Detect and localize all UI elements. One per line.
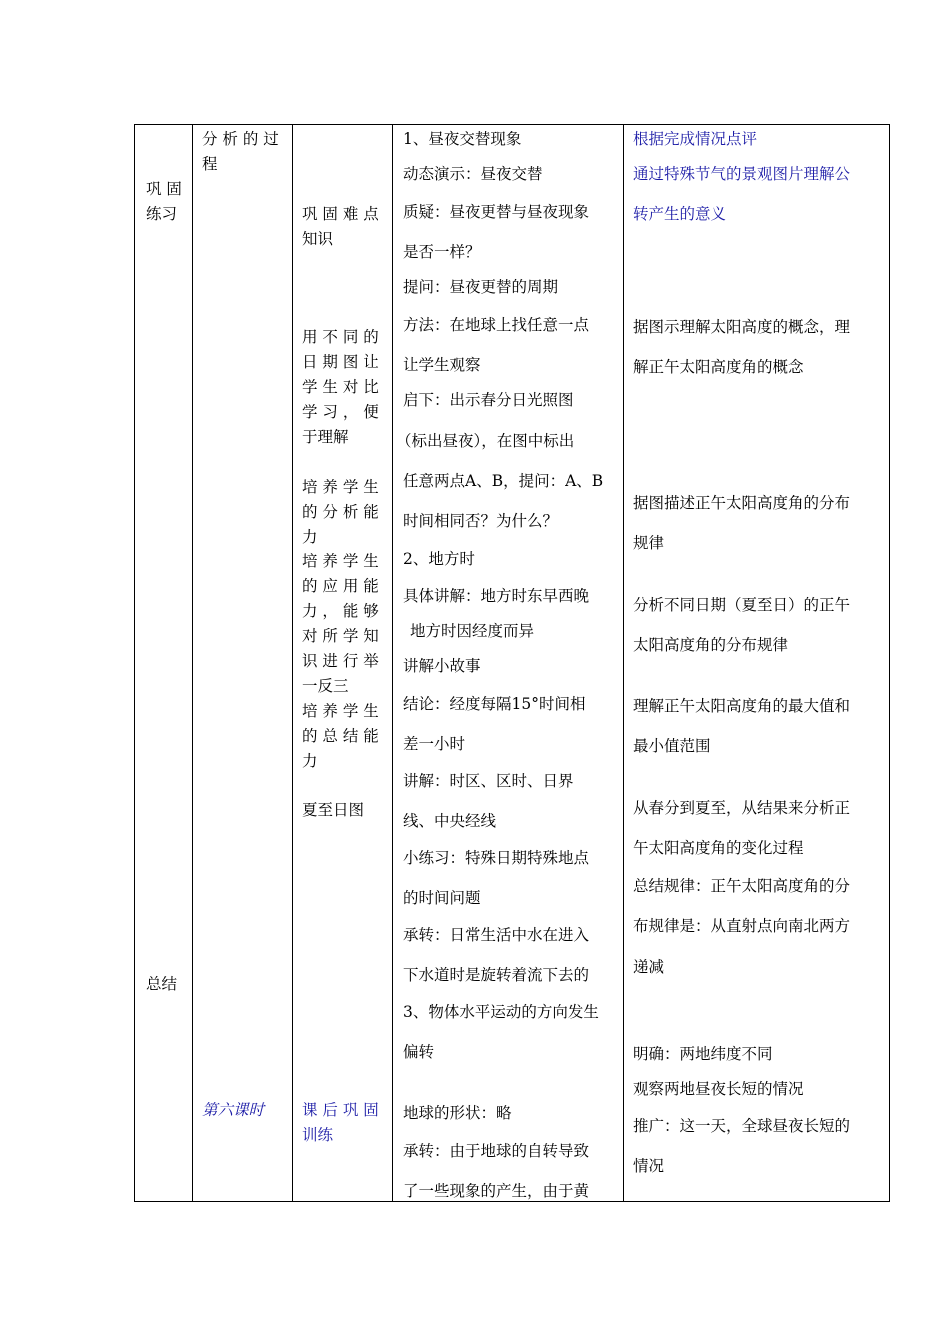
analysis-process: 分 析 的 过	[202, 130, 279, 148]
purpose-text: 培 养 学 生	[302, 552, 379, 570]
purpose-text: 力	[302, 752, 318, 770]
teacher-activity-line: 具体讲解：地方时东早西晚	[403, 587, 590, 605]
student-activity-line: 递减	[633, 958, 665, 976]
teacher-activity-line: 是否一样？	[403, 243, 481, 261]
lesson-six-label: 第六课时	[202, 1101, 265, 1119]
purpose-text: 于理解	[302, 428, 349, 446]
teacher-activity-line: 的时间问题	[403, 889, 481, 907]
teacher-activity-line: 提问：昼夜更替的周期	[403, 278, 559, 296]
student-activity-line: 根据完成情况点评	[633, 130, 758, 148]
student-activity-line: 推广：这一天，全球昼夜长短的	[633, 1117, 851, 1135]
purpose-text: 培 养 学 生	[302, 478, 379, 496]
teacher-activity-line: 动态演示：昼夜交替	[403, 165, 543, 183]
purpose-text: 用 不 同 的	[302, 328, 379, 346]
teacher-activity-line: 地方时因经度而异	[410, 622, 535, 640]
purpose-text: 日 期 图 让	[302, 353, 379, 371]
purpose-text: 的 应 用 能	[302, 577, 379, 595]
teacher-activity-line: 线、中央经线	[403, 812, 497, 830]
student-activity-line: 据图描述正午太阳高度角的分布	[633, 494, 851, 512]
student-activity-line: 午太阳高度角的变化过程	[633, 839, 804, 857]
teacher-activity-line: 下水道时是旋转着流下去的	[403, 966, 590, 984]
purpose-text: 巩 固 难 点	[302, 205, 379, 223]
teacher-activity-line: 结论：经度每隔15°时间相	[403, 695, 586, 713]
student-activity-line: 分析不同日期（夏至日）的正午	[633, 596, 851, 614]
after-class-training: 课 后 巩 固	[302, 1101, 379, 1119]
student-activity-line: 太阳高度角的分布规律	[633, 636, 789, 654]
student-activity-line: 理解正午太阳高度角的最大值和	[633, 697, 851, 715]
teacher-activity-line: 偏转	[403, 1043, 435, 1061]
teacher-activity-line: 讲解：时区、区时、日界	[403, 772, 574, 790]
purpose-text: 力 ， 能 够	[302, 602, 379, 620]
purpose-text: 学 生 对 比	[302, 378, 379, 396]
stage-consolidate: 练习	[146, 205, 178, 223]
purpose-text: 夏至日图	[302, 801, 365, 819]
student-activity-line: 据图示理解太阳高度的概念，理	[633, 318, 851, 336]
purpose-text: 力	[302, 528, 318, 546]
teacher-activity-line: 地球的形状：略	[403, 1104, 512, 1122]
purpose-text: 的 分 析 能	[302, 503, 379, 521]
column-divider	[292, 125, 293, 1201]
teacher-activity-line: 差一小时	[403, 735, 466, 753]
teacher-activity-line: 时间相同否？为什么？	[403, 512, 559, 530]
column-divider	[392, 125, 393, 1201]
stage-summary: 总结	[146, 975, 178, 993]
student-activity-line: 情况	[633, 1157, 665, 1175]
teacher-activity-line: 3、物体水平运动的方向发生	[403, 1003, 599, 1021]
purpose-text: 知识	[302, 230, 334, 248]
teacher-activity-line: 2、地方时	[403, 550, 475, 568]
student-activity-line: 观察两地昼夜长短的情况	[633, 1080, 804, 1098]
teacher-activity-line: 讲解小故事	[403, 657, 481, 675]
after-class-training: 训练	[302, 1126, 334, 1144]
teacher-activity-line: 启下：出示春分日光照图	[403, 391, 574, 409]
teacher-activity-line: 让学生观察	[403, 356, 481, 374]
teacher-activity-line: 任意两点A、B，提问：A、B	[403, 472, 604, 490]
purpose-text: 学 习 ， 便	[302, 403, 379, 421]
student-activity-line: 规律	[633, 534, 665, 552]
teacher-activity-line: 了一些现象的产生，由于黄	[403, 1182, 590, 1200]
teacher-activity-line: 方法：在地球上找任意一点	[403, 316, 590, 334]
student-activity-line: 通过特殊节气的景观图片理解公	[633, 165, 851, 183]
stage-consolidate: 巩 固	[146, 180, 182, 198]
purpose-text: 一反三	[302, 677, 349, 695]
purpose-text: 培 养 学 生	[302, 702, 379, 720]
teacher-activity-line: 承转：由于地球的自转导致	[403, 1142, 590, 1160]
student-activity-line: 总结规律：正午太阳高度角的分	[633, 877, 851, 895]
teacher-activity-line: 承转：日常生活中水在进入	[403, 926, 590, 944]
purpose-text: 的 总 结 能	[302, 727, 379, 745]
student-activity-line: 明确：两地纬度不同	[633, 1045, 773, 1063]
student-activity-line: 布规律是：从直射点向南北两方	[633, 917, 851, 935]
purpose-text: 识 进 行 举	[302, 652, 379, 670]
column-divider	[192, 125, 193, 1201]
purpose-text: 对 所 学 知	[302, 627, 379, 645]
student-activity-line: 解正午太阳高度角的概念	[633, 358, 804, 376]
analysis-process: 程	[202, 155, 218, 173]
student-activity-line: 从春分到夏至，从结果来分析正	[633, 799, 851, 817]
teacher-activity-line: 小练习：特殊日期特殊地点	[403, 849, 590, 867]
teacher-activity-line: 1、昼夜交替现象	[403, 130, 522, 148]
teacher-activity-line: 质疑：昼夜更替与昼夜现象	[403, 203, 590, 221]
student-activity-line: 最小值范围	[633, 737, 711, 755]
teacher-activity-line: （标出昼夜），在图中标出	[396, 432, 575, 450]
column-divider	[623, 125, 624, 1201]
student-activity-line: 转产生的意义	[633, 205, 727, 223]
